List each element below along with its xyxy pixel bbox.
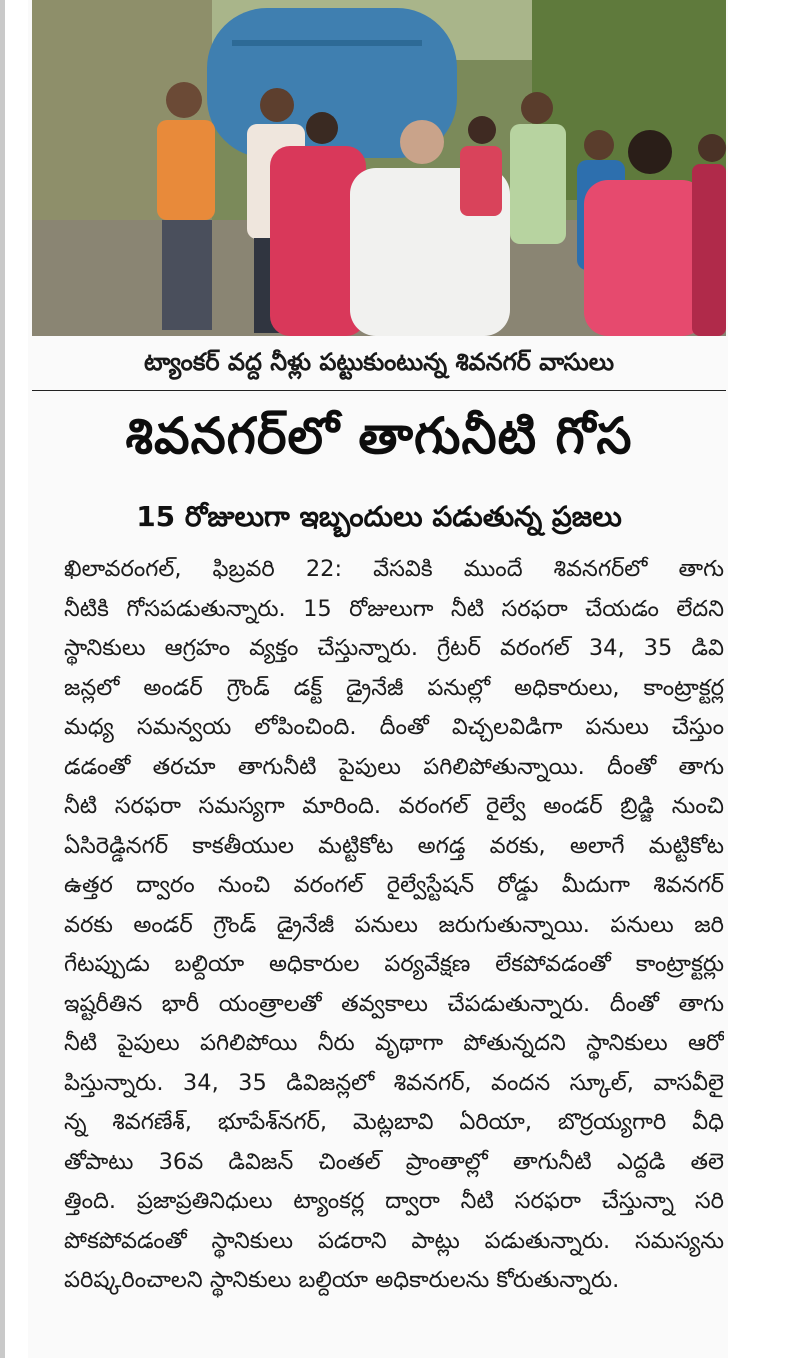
body-line: నీటికి గోసపడుతున్నారు. 15 రోజులుగా నీటి సరఫరా చేయడం లేదని	[64, 595, 724, 622]
body-line: నీటి పైపులు పగిలిపోయి నీరు వృథాగా పోతున్నదని స్థానికులు ఆరో	[64, 1030, 724, 1056]
body-line: వరకు అండర్ గ్రౌండ్ డ్రైనేజీ పనులు జరుగుతున్నాయి. పనులు జరి	[64, 911, 724, 938]
body-line: ఇష్టరీతిన భారీ యంత్రాలతో తవ్వకాలు చేపడుతున్నారు. దీంతో తాగు	[64, 990, 724, 1017]
article-headline: శివనగర్‌లో తాగునీటి గోస	[125, 406, 633, 465]
body-line: ఏసిరెడ్డినగర్ కాకతీయుల మట్టికోట అగడ్త వరకు, అలాగే మట్టికోట	[64, 832, 724, 859]
body-line: తోపాటు 36వ డివిజన్ చింతల్ ప్రాంతాల్లో తాగునీటి ఎద్దడి తలె	[64, 1148, 724, 1175]
photo-illustration	[32, 0, 726, 336]
body-line: జన్లలో అండర్ గ్రౌండ్ డక్ట్ డ్రైనేజీ పనుల్లో అధికారులు, కాంట్రాక్టర్ల	[64, 674, 724, 701]
news-photo	[32, 0, 726, 336]
body-line: పోకపోవడంతో స్థానికులు పడరాని పాట్లు పడుతున్నారు. సమస్యను	[64, 1227, 724, 1254]
photo-caption: ట్యాంకర్ వద్ద నీళ్లు పట్టుకుంటున్న శివనగర్ వాసులు	[32, 340, 726, 391]
body-line: గేటప్పుడు బల్దియా అధికారుల పర్యవేక్షణ లేకపోవడంతో కాంట్రాక్టర్లు	[64, 951, 724, 977]
body-line: డడంతో తరచూ తాగునీటి పైపులు పగిలిపోతున్నాయి. దీంతో తాగు	[64, 753, 724, 780]
body-line: ఉత్తర ద్వారం నుంచి వరంగల్ రైల్వేస్టేషన్ రోడ్డు మీదుగా శివనగర్	[64, 872, 724, 898]
body-line: త్తింది. ప్రజాప్రతినిధులు ట్యాంకర్ల ద్వారా నీటి సరఫరా చేస్తున్నా సరి	[64, 1188, 724, 1214]
body-line: మధ్య సమన్వయ లోపించింది. దీంతో విచ్చలవిడిగా పనులు చేస్తుం	[64, 714, 724, 740]
body-line: పిస్తున్నారు. 34, 35 డివిజన్లలో శివనగర్, వందన స్కూల్, వాసవీలై	[64, 1069, 724, 1096]
body-line: ఖిలావరంగల్, ఫిబ్రవరి 22: వేసవికి ముందే శివనగర్‌లో తాగు	[64, 556, 724, 582]
body-line: స్థానికులు ఆగ్రహం వ్యక్తం చేస్తున్నారు. గ్రేటర్ వరంగల్ 34, 35 డివి	[64, 635, 724, 661]
body-line: పరిష్కరించాలని స్థానికులు బల్దియా అధికారులను కోరుతున్నారు.	[64, 1267, 620, 1293]
page-edge-rule	[0, 0, 5, 1358]
article-subheadline: 15 రోజులుగా ఇబ్బందులు పడుతున్న ప్రజలు	[136, 500, 622, 533]
body-line: నీటి సరఫరా సమస్యగా మారింది. వరంగల్ రైల్వే అండర్ బ్రిడ్జి నుంచి	[64, 793, 724, 819]
body-line: న్న శివగణేశ్, భూపేశ్‌నగర్, మెట్లబావి ఏరియా, బొర్రయ్యగారి వీధి	[64, 1109, 724, 1135]
article-body	[64, 550, 724, 1340]
